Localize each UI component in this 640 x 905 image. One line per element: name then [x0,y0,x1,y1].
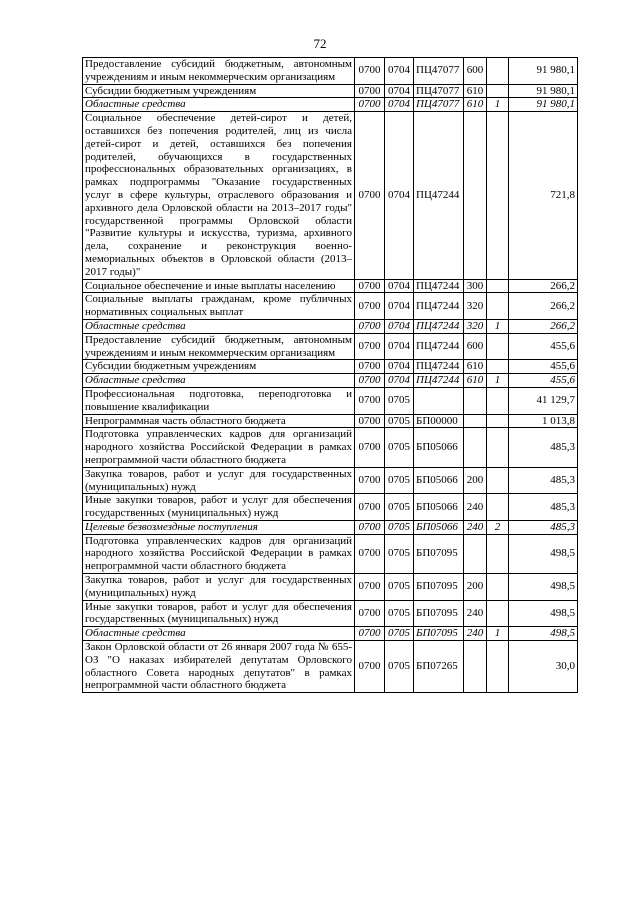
expense-type-cell [464,387,487,414]
subsection-code-cell: 0705 [385,428,414,467]
expense-type-cell: 300 [464,279,487,293]
amount-cell: 485,3 [509,494,578,521]
table-row [83,374,578,388]
table-row [83,627,578,641]
expense-type-cell: 610 [464,360,487,374]
target-article-cell: ПЦ47244 [414,319,464,333]
page-number: 72 [313,36,327,51]
subsection-code-cell: 0704 [385,293,414,320]
expense-name-cell: Предоставление субсидий бюджетным, автономным учреждениям и иным некоммерческим организациям [83,333,355,360]
expense-type-cell [464,112,487,279]
table-row [83,293,578,320]
target-article-cell: ПЦ47077 [414,58,464,85]
expense-type-cell: 320 [464,319,487,333]
table-row [83,520,578,534]
amount-cell: 266,2 [509,319,578,333]
funding-source-cell [487,84,509,98]
amount-cell: 1 013,8 [509,414,578,428]
expense-name-cell: Подготовка управленческих кадров для организаций народного хозяйства Российской Федерации в рамках непрограммной части областного бюджета [83,534,355,573]
amount-cell: 266,2 [509,279,578,293]
target-article-cell: ПЦ47244 [414,360,464,374]
amount-cell: 455,6 [509,360,578,374]
expense-name-cell: Социальное обеспечение и иные выплаты населению [83,279,355,293]
expense-type-cell: 240 [464,627,487,641]
table-row [83,98,578,112]
funding-source-cell [487,112,509,279]
target-article-cell: БП00000 [414,414,464,428]
amount-cell: 498,5 [509,600,578,627]
amount-cell: 91 980,1 [509,58,578,85]
target-article-cell: БП07095 [414,600,464,627]
target-article-cell: БП05066 [414,428,464,467]
subsection-code-cell: 0704 [385,112,414,279]
target-article-cell: БП07095 [414,534,464,573]
subsection-code-cell: 0704 [385,319,414,333]
expense-type-cell [464,641,487,693]
table-row [83,333,578,360]
section-code-cell: 0700 [355,374,385,388]
expense-name-cell: Непрограммная часть областного бюджета [83,414,355,428]
section-code-cell: 0700 [355,58,385,85]
section-code-cell: 0700 [355,600,385,627]
target-article-cell: ПЦ47244 [414,374,464,388]
amount-cell: 455,6 [509,333,578,360]
expense-name-cell: Иные закупки товаров, работ и услуг для обеспечения государственных (муниципальных) нужд [83,600,355,627]
subsection-code-cell: 0704 [385,84,414,98]
subsection-code-cell: 0704 [385,374,414,388]
target-article-cell: ПЦ47244 [414,112,464,279]
expense-type-cell: 240 [464,600,487,627]
section-code-cell: 0700 [355,360,385,374]
amount-cell: 485,3 [509,467,578,494]
budget-table [82,57,578,693]
subsection-code-cell: 0705 [385,494,414,521]
section-code-cell: 0700 [355,574,385,601]
funding-source-cell [487,574,509,601]
table-row [83,534,578,573]
table-row [83,84,578,98]
subsection-code-cell: 0704 [385,58,414,85]
table-row [83,574,578,601]
section-code-cell: 0700 [355,333,385,360]
target-article-cell: ПЦ47077 [414,84,464,98]
table-row [83,279,578,293]
target-article-cell: ПЦ47244 [414,279,464,293]
funding-source-cell [487,467,509,494]
section-code-cell: 0700 [355,84,385,98]
target-article-cell: БП07265 [414,641,464,693]
subsection-code-cell: 0705 [385,387,414,414]
expense-type-cell: 200 [464,574,487,601]
subsection-code-cell: 0704 [385,98,414,112]
expense-type-cell: 200 [464,467,487,494]
expense-name-cell: Подготовка управленческих кадров для организаций народного хозяйства Российской Федерации в рамках непрограммной части областного бюджета [83,428,355,467]
funding-source-cell [487,428,509,467]
funding-source-cell [487,58,509,85]
funding-source-cell: 1 [487,319,509,333]
section-code-cell: 0700 [355,428,385,467]
subsection-code-cell: 0704 [385,333,414,360]
expense-name-cell: Областные средства [83,627,355,641]
expense-name-cell: Областные средства [83,98,355,112]
funding-source-cell [487,534,509,573]
funding-source-cell: 1 [487,627,509,641]
amount-cell: 498,5 [509,627,578,641]
table-row [83,414,578,428]
subsection-code-cell: 0704 [385,360,414,374]
amount-cell: 498,5 [509,534,578,573]
table-row [83,387,578,414]
amount-cell: 485,3 [509,520,578,534]
expense-type-cell [464,534,487,573]
expense-name-cell: Субсидии бюджетным учреждениям [83,360,355,374]
target-article-cell: ПЦ47244 [414,293,464,320]
target-article-cell: ПЦ47244 [414,333,464,360]
table-row [83,428,578,467]
table-row [83,112,578,279]
funding-source-cell [487,641,509,693]
target-article-cell: ПЦ47077 [414,98,464,112]
funding-source-cell [487,414,509,428]
section-code-cell: 0700 [355,414,385,428]
section-code-cell: 0700 [355,293,385,320]
table-row [83,58,578,85]
expense-type-cell: 240 [464,494,487,521]
section-code-cell: 0700 [355,627,385,641]
section-code-cell: 0700 [355,98,385,112]
funding-source-cell [487,600,509,627]
table-row [83,600,578,627]
expense-name-cell: Целевые безвозмездные поступления [83,520,355,534]
expense-name-cell: Закупка товаров, работ и услуг для государственных (муниципальных) нужд [83,574,355,601]
expense-type-cell: 600 [464,58,487,85]
funding-source-cell: 1 [487,374,509,388]
funding-source-cell: 1 [487,98,509,112]
subsection-code-cell: 0704 [385,279,414,293]
budget-table-body [83,58,578,693]
amount-cell: 266,2 [509,293,578,320]
expense-type-cell: 610 [464,374,487,388]
target-article-cell [414,387,464,414]
amount-cell: 721,8 [509,112,578,279]
expense-name-cell: Субсидии бюджетным учреждениям [83,84,355,98]
expense-name-cell: Закупка товаров, работ и услуг для государственных (муниципальных) нужд [83,467,355,494]
expense-type-cell: 320 [464,293,487,320]
subsection-code-cell: 0705 [385,574,414,601]
section-code-cell: 0700 [355,319,385,333]
section-code-cell: 0700 [355,112,385,279]
funding-source-cell [487,333,509,360]
subsection-code-cell: 0705 [385,414,414,428]
table-row [83,641,578,693]
funding-source-cell: 2 [487,520,509,534]
target-article-cell: БП05066 [414,520,464,534]
target-article-cell: БП05066 [414,494,464,521]
subsection-code-cell: 0705 [385,467,414,494]
amount-cell: 455,6 [509,374,578,388]
section-code-cell: 0700 [355,387,385,414]
funding-source-cell [487,293,509,320]
amount-cell: 91 980,1 [509,84,578,98]
section-code-cell: 0700 [355,641,385,693]
target-article-cell: БП07095 [414,574,464,601]
expense-name-cell: Профессиональная подготовка, переподготовка и повышение квалификации [83,387,355,414]
table-row [83,360,578,374]
funding-source-cell [487,494,509,521]
expense-type-cell: 610 [464,98,487,112]
table-row [83,467,578,494]
target-article-cell: БП07095 [414,627,464,641]
expense-name-cell: Социальные выплаты гражданам, кроме публичных нормативных социальных выплат [83,293,355,320]
funding-source-cell [487,279,509,293]
amount-cell: 498,5 [509,574,578,601]
table-row [83,319,578,333]
expense-name-cell: Закон Орловской области от 26 января 2007 года № 655-ОЗ "О наказах избирателей депутатам Орловского областного Совета народных депутатов" в рамках непрограммной части областного бюджета [83,641,355,693]
subsection-code-cell: 0705 [385,534,414,573]
funding-source-cell [487,360,509,374]
section-code-cell: 0700 [355,534,385,573]
amount-cell: 91 980,1 [509,98,578,112]
expense-type-cell [464,414,487,428]
amount-cell: 485,3 [509,428,578,467]
section-code-cell: 0700 [355,279,385,293]
expense-type-cell: 610 [464,84,487,98]
subsection-code-cell: 0705 [385,520,414,534]
section-code-cell: 0700 [355,494,385,521]
target-article-cell: БП05066 [414,467,464,494]
amount-cell: 30,0 [509,641,578,693]
expense-name-cell: Социальное обеспечение детей-сирот и детей, оставшихся без попечения родителей, лиц из числа детей-сирот и детей, оставшихся без попечения родителей, обучающихся в государственных профессиональных образовательных организациях, в рамках подпрограммы "Оказание государственных услуг в сфере культуры, отраслевого образования и архивного дела Орловской области на 2013–2017 годы" государственной программы Орловской области "Развитие культуры и искусства, туризма, архивного дела, сохранение и реконструкция военно-мемориальных объектов в Орловской области (2013–2017 годы)" [83,112,355,279]
subsection-code-cell: 0705 [385,627,414,641]
subsection-code-cell: 0705 [385,600,414,627]
expense-name-cell: Иные закупки товаров, работ и услуг для обеспечения государственных (муниципальных) нужд [83,494,355,521]
table-row [83,494,578,521]
section-code-cell: 0700 [355,467,385,494]
funding-source-cell [487,387,509,414]
amount-cell: 41 129,7 [509,387,578,414]
section-code-cell: 0700 [355,520,385,534]
subsection-code-cell: 0705 [385,641,414,693]
expense-name-cell: Предоставление субсидий бюджетным, автономным учреждениям и иным некоммерческим организациям [83,58,355,85]
expense-type-cell: 600 [464,333,487,360]
expense-name-cell: Областные средства [83,319,355,333]
expense-type-cell: 240 [464,520,487,534]
expense-name-cell: Областные средства [83,374,355,388]
expense-type-cell [464,428,487,467]
